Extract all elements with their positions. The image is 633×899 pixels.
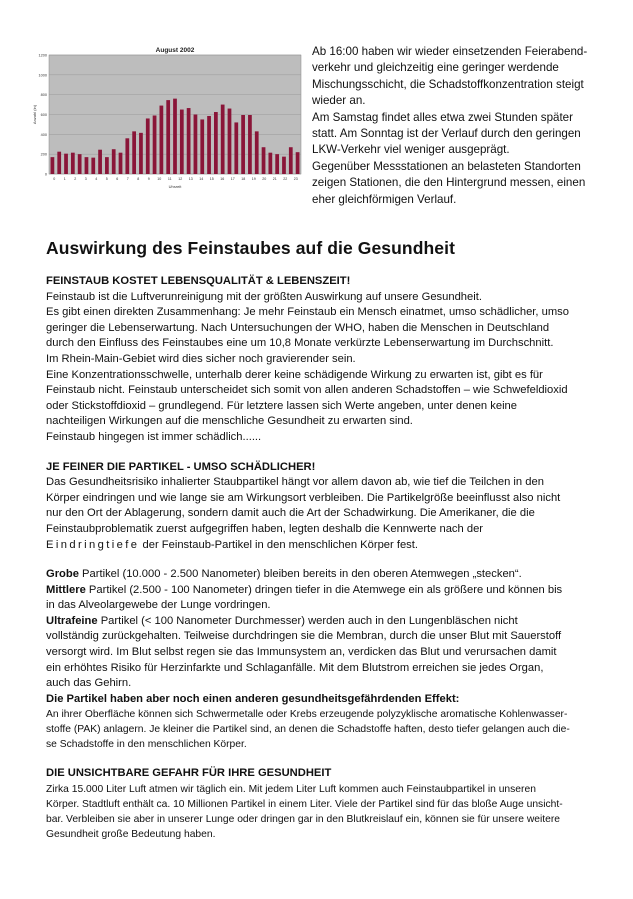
bar [234, 122, 238, 174]
bar [166, 100, 170, 174]
paragraph-line: Im Rhein-Main-Gebiet wird dies sicher noch gravierender sein. [46, 352, 356, 365]
bar [262, 147, 266, 174]
paragraph-line: Feinstaub nicht. Feinstaub unterscheidet sich somit von allen anderen Schadstoffen – wie Schwefeldioxid [46, 384, 568, 397]
intro-line: wieder an. [312, 94, 366, 108]
x-tick-label: 11 [167, 177, 172, 181]
bar [85, 157, 89, 174]
section-heading-gefahr: DIE UNSICHTBARE GEFAHR FÜR IHRE GESUNDHEIT [46, 767, 332, 780]
term-grobe: Grobe [46, 568, 79, 581]
paragraph-line: Feinstaub ist die Luftverunreinigung mit der größten Auswirkung auf unsere Gesundheit. [46, 290, 482, 303]
paragraph-line: Gesundheit große Bedeutung haben. [46, 829, 216, 841]
bar [64, 154, 68, 174]
paragraph-line: geringer die Lebenserwartung. Nach Untersuchungen der WHO, haben die Menschen in Deutschland [46, 321, 550, 334]
x-tick-label: 21 [272, 177, 277, 181]
intro-line: Am Samstag findet alles etwa zwei Stunden später [312, 110, 573, 124]
x-tick-label: 23 [293, 177, 298, 181]
x-tick-label: 6 [116, 177, 119, 181]
x-tick-label: 3 [84, 177, 87, 181]
section-heading-partikel: JE FEINER DIE PARTIKEL - UMSO SCHÄDLICHER! [46, 460, 316, 473]
y-tick-label: 600 [40, 113, 47, 117]
bar [51, 157, 55, 174]
bar [289, 147, 293, 174]
paragraph-line: oder Stickstoffdioxid – grundlegend. Für letztere lassen sich Werte angeben, unter denen keine [46, 399, 517, 412]
bar [268, 153, 272, 174]
x-tick-label: 7 [126, 177, 129, 181]
intro-text [312, 44, 612, 208]
paragraph-line: vollständig zurückgehalten. Teilweise durchdringen sie die Membran, durch die unser Blut mit Sauerstoff [46, 630, 562, 643]
spacer [46, 553, 606, 567]
x-tick-label: 15 [209, 177, 214, 181]
x-tick-label: 14 [199, 177, 204, 181]
bar [160, 106, 164, 174]
page-title: Auswirkung des Feinstaubes auf die Gesundheit [46, 238, 456, 258]
bar [139, 133, 143, 174]
paragraph-line [46, 583, 606, 599]
bar [112, 149, 116, 174]
bar [207, 116, 211, 174]
bar [71, 153, 75, 174]
paragraph-line: versorgt wird. Im Blut selbst regen sie das Immunsystem an, verdicken das Blut und verursachen damit [46, 646, 557, 659]
bar [282, 157, 286, 174]
paragraph-line: Das Gesundheitsrisiko inhalierter Staubpartikel hängt vor allem davon ab, wie tief die Teilchen in den [46, 476, 544, 489]
bar [214, 112, 218, 174]
bar [57, 152, 61, 174]
x-tick-label: 19 [251, 177, 256, 181]
y-tick-label: 400 [40, 132, 47, 137]
term-mittlere: Mittlere [46, 583, 86, 596]
spacer [46, 752, 606, 766]
bar [228, 109, 232, 174]
chart-title: August 2002 [155, 47, 195, 54]
bar [146, 118, 150, 174]
paragraph-line: stoffe (PAK) anlagern. Je kleiner die Partikel sind, an denen die Schadstoffe haften, desto tiefer gelangen auch die- [46, 724, 570, 736]
bar [153, 115, 157, 174]
x-tick-label: 4 [95, 177, 98, 181]
x-tick-label: 16 [220, 177, 225, 181]
x-tick-label: 5 [105, 177, 108, 181]
paragraph-line: ein erhöhtes Risiko für Herzinfarkte und Schlaganfälle. Mit dem Blutstrom erreichen sie jedes Organ, [46, 661, 544, 674]
bar [194, 115, 198, 175]
x-tick-label: 12 [178, 177, 183, 181]
bar [221, 105, 225, 174]
term-grobe-text: Partikel (10.000 - 2.500 Nanometer) bleiben bereits in den oberen Atemwegen „stecken“. [78, 568, 522, 581]
paragraph-line: Feinstaubproblematik zuerst aufgegriffen haben, legten deshalb die Kennwerte nach der [46, 522, 484, 535]
paragraph-line: Feinstaub hingegen ist immer schädlich...... [46, 430, 262, 443]
bar [132, 131, 136, 174]
term-mittlere-text: Partikel (2.500 - 100 Nanometer) dringen tiefer in die Atemwege ein als größere und können bis [85, 583, 563, 596]
y-tick-label: 0 [44, 172, 47, 177]
bar [105, 157, 109, 174]
paragraph-line: auch das Gehirn. [46, 677, 132, 690]
bar-chart [31, 45, 306, 190]
intro-line: Mischungsschicht, die Schadstoffkonzentration steigt [312, 77, 584, 91]
spaced-term-rest: der Feinstaub-Partikel in den menschlichen Körper fest. [139, 538, 418, 551]
effect-heading: Die Partikel haben aber noch einen anderen gesundheitsgefährdenden Effekt: [46, 692, 460, 705]
paragraph-line: se Schadstoffe in den menschlichen Körper. [46, 739, 247, 751]
y-tick-label: 200 [40, 152, 47, 157]
paragraph-line: Körper. Stadtluft enthält ca. 10 Millionen Partikel in einem Liter. Viele der Partikel sind für das bloße Auge unsicht- [46, 799, 563, 811]
paragraph-line: An ihrer Oberfläche können sich Schwermetalle oder Krebs erzeugende polyzyklische aromatische Kohlenwasser- [46, 709, 568, 721]
bar [173, 99, 177, 174]
spacer [46, 446, 606, 460]
bar [91, 158, 95, 174]
spaced-term: Eindringtiefe [46, 538, 140, 551]
x-tick-label: 10 [157, 177, 162, 181]
intro-line: zeigen Stationen, die den Hintergrund messen, einen [312, 176, 586, 190]
x-tick-label: 8 [137, 177, 140, 181]
bar [248, 115, 252, 174]
paragraph-line [46, 567, 606, 583]
intro-line: verkehr und gleichzeitig eine geringer werdende [312, 61, 559, 75]
x-tick-label: 17 [230, 177, 235, 181]
paragraph-line: Körper eindringen und wie lange sie am Wirkungsort verbleiben. Die Partikelgröße beeinflusst also nicht [46, 491, 561, 504]
bar [98, 150, 102, 174]
y-tick-label: 800 [40, 93, 47, 98]
section-heading-lebensqualitaet: FEINSTAUB KOSTET LEBENSQUALITÄT & LEBENSZEIT! [46, 275, 351, 287]
x-tick-label: 18 [241, 177, 246, 181]
intro-line: Gegenüber Messstationen an belasteten Standorten [312, 159, 581, 173]
paragraph-line [46, 614, 606, 630]
paragraph-line: bar. Verbleiben sie aber in unserer Lunge oder dringen gar in den Blutkreislauf ein, können sie für unsere weitere [46, 814, 561, 826]
x-tick-label: 13 [188, 177, 193, 181]
bar-chart-svg [31, 45, 306, 190]
bar [255, 131, 259, 174]
bar [180, 110, 184, 174]
x-tick-label: 9 [147, 177, 150, 181]
x-tick-label: 2 [74, 177, 77, 181]
bar [187, 108, 191, 174]
paragraph-line [46, 538, 606, 554]
paragraph-line: Zirka 15.000 Liter Luft atmen wir täglich ein. Mit jedem Liter Luft kommen auch Feinstaubpartikel in unseren [46, 784, 536, 796]
paragraph-line: in das Alveolargewebe der Lunge vordringen. [46, 599, 271, 612]
paragraph-line: Es gibt einen direkten Zusammenhang: Je mehr Feinstaub ein Mensch einatmet, umso schädlicher, umso [46, 306, 569, 319]
bar [275, 154, 279, 174]
y-axis-label: Anzahl (in) [32, 104, 37, 125]
paragraph-line: Eine Konzentrationsschwelle, unterhalb derer keine schädigende Wirkung zu erwarten ist, gibt es für [46, 368, 543, 381]
x-tick-label: 20 [262, 177, 267, 181]
paragraph-line: durch den Einfluss des Feinstaubes eine um 10,8 Monate verkürzte Lebenserwartung im Durchschnitt. [46, 337, 554, 350]
article-body [46, 274, 606, 842]
bar [200, 119, 204, 174]
y-tick-label: 1200 [38, 53, 47, 58]
x-tick-label: 22 [283, 177, 288, 181]
x-axis-label: Uhrzeit [168, 184, 182, 189]
x-tick-label: 0 [53, 177, 56, 181]
bar [241, 115, 245, 174]
intro-line: Ab 16:00 haben wir wieder einsetzenden Feierabend- [312, 45, 588, 58]
bar [78, 154, 82, 174]
term-ultrafeine: Ultrafeine [46, 614, 98, 627]
intro-line: statt. Am Sonntag ist der Verlauf durch den geringen [312, 127, 581, 141]
bar [125, 138, 129, 174]
y-tick-label: 1000 [38, 73, 47, 78]
paragraph-line: nachteiligen Wirkungen auf die menschliche Gesundheit zu erwarten sind. [46, 415, 413, 428]
x-tick-label: 1 [63, 177, 66, 181]
bar [119, 153, 123, 174]
term-ultrafeine-text: Partikel (< 100 Nanometer Durchmesser) werden auch in den Lungenbläschen nicht [97, 614, 518, 627]
intro-line: eher gleichförmigen Verlauf. [312, 192, 457, 206]
paragraph-line: nur den Ort der Ablagerung, sondern damit auch die Art der Schadwirkung. Die Amerikaner, die die [46, 507, 535, 520]
intro-line: LKW-Verkehr viel weniger ausgeprägt. [312, 143, 510, 157]
bar [296, 152, 300, 174]
